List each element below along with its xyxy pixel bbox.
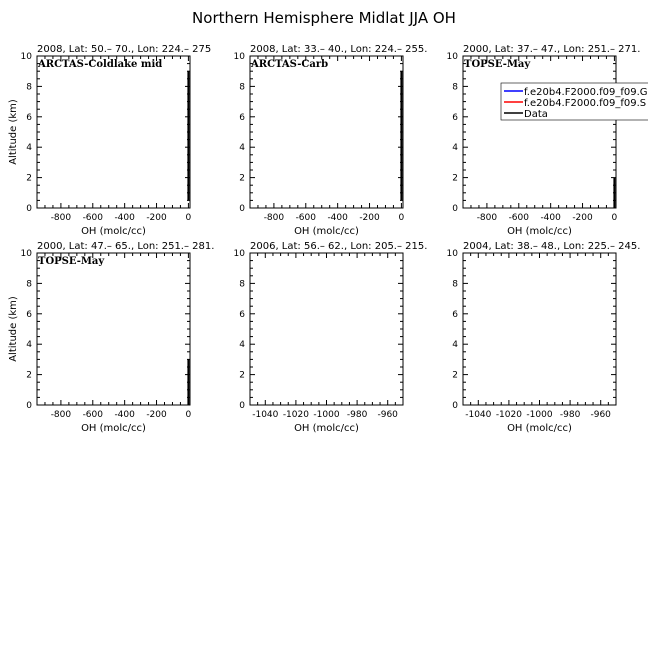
- y-tick-label: 0: [239, 401, 245, 411]
- y-tick-label: 4: [26, 340, 32, 351]
- panel-label: ARCTAS-Carb: [251, 59, 329, 70]
- y-tick-label: 8: [452, 279, 458, 290]
- y-tick-label: 6: [26, 309, 32, 320]
- y-tick-label: 0: [239, 204, 245, 214]
- panel-header: 2000, Lat: 47.– 65., Lon: 251.– 281.: [37, 241, 215, 252]
- legend-label: f.e20b4.F2000.f09_f09.S: [524, 98, 647, 109]
- x-tick-label: 0: [611, 213, 618, 223]
- plot-frame: [250, 253, 403, 405]
- x-axis-label: OH (molc/cc): [294, 423, 359, 434]
- y-tick-label: 8: [239, 82, 245, 93]
- y-tick-label: 10: [20, 52, 32, 62]
- x-axis-label: OH (molc/cc): [81, 423, 146, 434]
- y-tick-label: 10: [446, 249, 458, 259]
- plot-frame: [463, 253, 616, 405]
- x-tick-label: -960: [590, 410, 611, 420]
- y-tick-label: 2: [452, 370, 458, 381]
- y-tick-label: 0: [452, 401, 458, 411]
- y-tick-label: 10: [233, 52, 245, 62]
- chart-panel: [447, 241, 641, 434]
- x-tick-label: -600: [295, 213, 316, 223]
- chart-panel: [234, 44, 428, 237]
- y-tick-label: 4: [26, 143, 32, 154]
- y-tick-label: 10: [233, 249, 245, 259]
- x-tick-label: -800: [476, 213, 498, 223]
- x-tick-label: 0: [398, 213, 405, 223]
- x-tick-label: -400: [327, 213, 348, 223]
- legend: [501, 83, 648, 120]
- plot-frame: [37, 253, 190, 405]
- x-tick-label: -600: [508, 213, 529, 223]
- chart-panel: [447, 44, 641, 237]
- y-tick-label: 8: [26, 82, 32, 93]
- y-tick-label: 6: [239, 309, 245, 320]
- figure-title: Northern Hemisphere Midlat JJA OH: [192, 9, 456, 27]
- y-tick-label: 6: [26, 112, 32, 123]
- x-tick-label: -400: [114, 410, 135, 420]
- plot-frame: [250, 56, 403, 208]
- legend-label: f.e20b4.F2000.f09_f09.G: [524, 87, 648, 98]
- x-tick-label: -960: [377, 410, 398, 420]
- y-tick-label: 2: [239, 370, 245, 381]
- x-tick-label: -980: [559, 410, 581, 420]
- y-tick-label: 4: [452, 340, 458, 351]
- x-tick-label: -200: [146, 410, 167, 420]
- plot-frame: [463, 56, 616, 208]
- x-tick-label: -800: [263, 213, 285, 223]
- x-axis-label: OH (molc/cc): [81, 226, 146, 237]
- x-tick-label: -600: [82, 213, 103, 223]
- y-tick-label: 8: [239, 279, 245, 290]
- panel-label: TOPSE-May: [38, 256, 105, 267]
- y-tick-label: 0: [26, 204, 32, 214]
- y-tick-label: 0: [452, 204, 458, 214]
- x-tick-label: -200: [359, 213, 380, 223]
- x-tick-label: 0: [185, 410, 192, 420]
- chart-panel: [8, 241, 214, 434]
- x-tick-label: -1000: [313, 410, 340, 420]
- x-tick-label: -800: [50, 410, 72, 420]
- plot-frame: [37, 56, 190, 208]
- y-tick-label: 10: [446, 52, 458, 62]
- x-axis-label: OH (molc/cc): [507, 423, 572, 434]
- x-axis-label: OH (molc/cc): [507, 226, 572, 237]
- panel-label: ARCTAS-Coldlake mid: [38, 59, 163, 70]
- x-tick-label: -400: [540, 213, 561, 223]
- y-tick-label: 6: [239, 112, 245, 123]
- x-tick-label: -800: [50, 213, 72, 223]
- y-axis-label: Altitude (km): [8, 296, 19, 362]
- x-tick-label: -400: [114, 213, 135, 223]
- x-tick-label: -980: [346, 410, 368, 420]
- y-tick-label: 6: [452, 309, 458, 320]
- panel-header: 2000, Lat: 37.– 47., Lon: 251.– 271.: [463, 44, 641, 55]
- x-tick-label: 0: [185, 213, 192, 223]
- panel-header: 2008, Lat: 33.– 40., Lon: 224.– 255.: [250, 44, 428, 55]
- x-tick-label: -1040: [252, 410, 279, 420]
- y-tick-label: 2: [452, 173, 458, 184]
- chart-panel: [234, 241, 428, 434]
- y-tick-label: 2: [239, 173, 245, 184]
- x-tick-label: -1000: [526, 410, 553, 420]
- x-tick-label: -1020: [495, 410, 522, 420]
- y-tick-label: 8: [26, 279, 32, 290]
- panel-header: 2008, Lat: 50.– 70., Lon: 224.– 275: [37, 44, 212, 55]
- x-tick-label: -200: [146, 213, 167, 223]
- y-axis-label: Altitude (km): [8, 99, 19, 165]
- x-tick-label: -1020: [282, 410, 309, 420]
- x-tick-label: -1040: [465, 410, 492, 420]
- y-tick-label: 0: [26, 401, 32, 411]
- x-axis-label: OH (molc/cc): [294, 226, 359, 237]
- y-tick-label: 6: [452, 112, 458, 123]
- legend-label: Data: [524, 109, 548, 120]
- chart-panel: [8, 44, 211, 237]
- y-tick-label: 4: [239, 340, 245, 351]
- x-tick-label: -200: [572, 213, 593, 223]
- y-tick-label: 4: [452, 143, 458, 154]
- x-tick-label: -600: [82, 410, 103, 420]
- panel-header: 2006, Lat: 56.– 62., Lon: 205.– 215.: [250, 241, 428, 252]
- panel-label: TOPSE-May: [464, 59, 531, 70]
- y-tick-label: 10: [20, 249, 32, 259]
- y-tick-label: 8: [452, 82, 458, 93]
- y-tick-label: 2: [26, 173, 32, 184]
- y-tick-label: 4: [239, 143, 245, 154]
- y-tick-label: 2: [26, 370, 32, 381]
- panel-header: 2004, Lat: 38.– 48., Lon: 225.– 245.: [463, 241, 641, 252]
